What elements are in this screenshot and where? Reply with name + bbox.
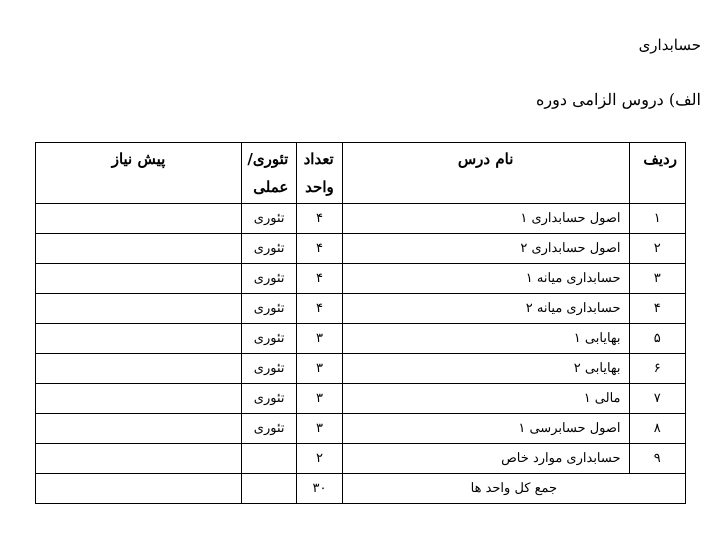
cell-row-number: ۵: [629, 324, 685, 354]
cell-prerequisite: [36, 384, 242, 414]
table-header-row: [36, 143, 686, 204]
cell-unit-count: ۴: [297, 234, 342, 264]
header-unit-count-line1: تعداد: [303, 150, 334, 168]
cell-unit-count: ۴: [297, 204, 342, 234]
table-row: [36, 354, 686, 384]
cell-unit-count: ۲: [297, 444, 342, 474]
cell-unit-count: ۳: [297, 354, 342, 384]
cell-course-type: تئوری: [241, 324, 296, 354]
header-unit-count: [297, 143, 342, 204]
page-title: حسابداری: [638, 36, 701, 54]
header-course-type-line1: تئوری/: [247, 150, 289, 168]
table-row: [36, 264, 686, 294]
cell-prerequisite: [36, 414, 242, 444]
cell-row-number: ۴: [629, 294, 685, 324]
cell-row-number: ۸: [629, 414, 685, 444]
header-course-type: [241, 143, 296, 204]
cell-course-name: بهایابی ۲: [342, 354, 629, 384]
cell-prerequisite: [36, 324, 242, 354]
cell-course-name: حسابداری میانه ۲: [342, 294, 629, 324]
cell-course-type: تئوری: [241, 294, 296, 324]
table-row: [36, 384, 686, 414]
cell-course-type: تئوری: [241, 264, 296, 294]
cell-course-type: [241, 444, 296, 474]
cell-row-number: ۷: [629, 384, 685, 414]
cell-course-name: بهایابی ۱: [342, 324, 629, 354]
total-empty-type-cell: [241, 474, 296, 504]
header-course-type-line2: عملی: [253, 178, 289, 196]
cell-course-type: تئوری: [241, 354, 296, 384]
table-row: [36, 294, 686, 324]
cell-course-name: حسابداری میانه ۱: [342, 264, 629, 294]
header-unit-count-line2: واحد: [305, 178, 334, 196]
cell-prerequisite: [36, 204, 242, 234]
cell-row-number: ۱: [629, 204, 685, 234]
cell-prerequisite: [36, 294, 242, 324]
cell-row-number: ۶: [629, 354, 685, 384]
cell-prerequisite: [36, 444, 242, 474]
cell-course-name: اصول حسابداری ۱: [342, 204, 629, 234]
cell-prerequisite: [36, 354, 242, 384]
cell-unit-count: ۴: [297, 264, 342, 294]
cell-row-number: ۳: [629, 264, 685, 294]
section-title: الف) دروس الزامی دوره: [536, 90, 701, 109]
table-row: [36, 234, 686, 264]
cell-prerequisite: [36, 264, 242, 294]
cell-course-type: تئوری: [241, 414, 296, 444]
cell-row-number: ۲: [629, 234, 685, 264]
table-row: [36, 444, 686, 474]
total-units-label: جمع کل واحد ها: [342, 474, 685, 504]
cell-course-type: تئوری: [241, 204, 296, 234]
required-courses-table: [35, 142, 686, 504]
cell-unit-count: ۴: [297, 294, 342, 324]
cell-row-number: ۹: [629, 444, 685, 474]
table-total-row: [36, 474, 686, 504]
cell-course-name: اصول حسابرسی ۱: [342, 414, 629, 444]
header-prerequisite: پیش نیاز: [36, 143, 242, 204]
cell-unit-count: ۳: [297, 384, 342, 414]
table-row: [36, 324, 686, 354]
cell-course-name: حسابداری موارد خاص: [342, 444, 629, 474]
table-row: [36, 204, 686, 234]
cell-unit-count: ۳: [297, 414, 342, 444]
header-row-number: ردیف: [629, 143, 685, 204]
total-units-value: ۳۰: [297, 474, 342, 504]
cell-prerequisite: [36, 234, 242, 264]
cell-unit-count: ۳: [297, 324, 342, 354]
cell-course-type: تئوری: [241, 234, 296, 264]
cell-course-type: تئوری: [241, 384, 296, 414]
header-course-name: نام درس: [342, 143, 629, 204]
cell-course-name: اصول حسابداری ۲: [342, 234, 629, 264]
total-empty-prereq-cell: [36, 474, 242, 504]
cell-course-name: مالی ۱: [342, 384, 629, 414]
table-row: [36, 414, 686, 444]
